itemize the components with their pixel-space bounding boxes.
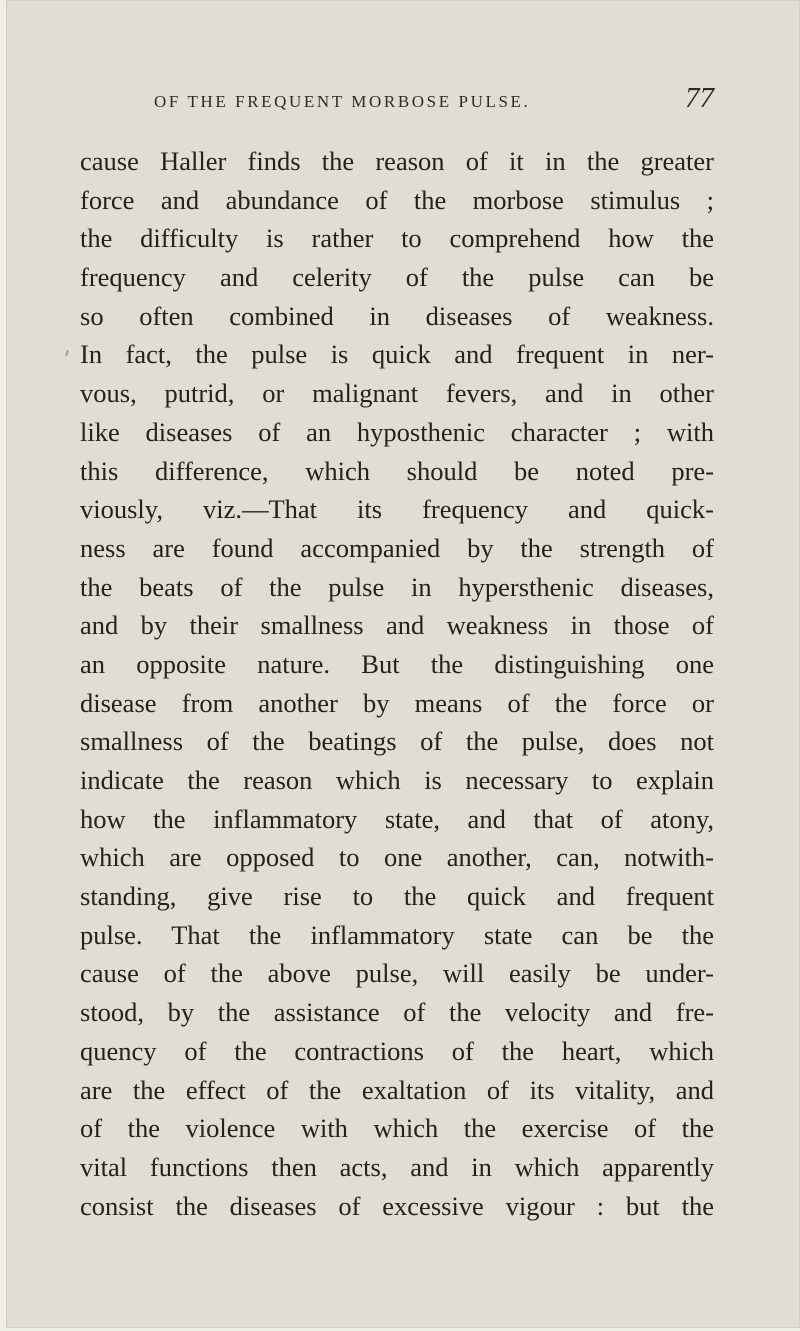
text-line: indicate the reason which is necessary to explain [80, 765, 714, 795]
text-line: In fact, the pulse is quick and frequent in ner- [80, 339, 714, 370]
text-line: vous, putrid, or malignant fevers, and in other [80, 378, 714, 409]
text-line: vital functions then acts, and in which apparently [80, 1151, 714, 1182]
text-line: standing, give rise to the quick and frequent [80, 881, 714, 912]
book-page [6, 0, 800, 1328]
margin-mark [65, 350, 69, 356]
text-line: cause Haller finds the reason of it in the greater [80, 146, 714, 176]
text-line: viously, viz.—That its frequency and quick- [80, 494, 714, 525]
body-text [80, 142, 714, 1225]
text-line: of the violence with which the exercise of the [80, 1113, 714, 1144]
text-line: how the inflammatory state, and that of atony, [80, 803, 714, 834]
page-number: 77 [685, 82, 714, 114]
text-line: and by their smallness and weakness in those of [80, 610, 714, 641]
text-line: so often combined in diseases of weakness. [80, 300, 714, 331]
running-head [80, 84, 714, 120]
text-line: like diseases of an hyposthenic character ; with [80, 416, 714, 447]
text-line: ness are found accompanied by the strength of [80, 532, 714, 563]
running-title: OF THE FREQUENT MORBOSE PULSE. [154, 92, 531, 111]
text-line: which are opposed to one another, can, notwith- [80, 842, 714, 873]
text-line: this difference, which should be noted pre- [80, 455, 714, 486]
text-line: quency of the contractions of the heart, which [80, 1035, 714, 1066]
text-line: are the effect of the exaltation of its vitality, and [80, 1074, 714, 1105]
text-line: force and abundance of the morbose stimulus ; [80, 184, 714, 215]
text-line: frequency and celerity of the pulse can be [80, 262, 714, 293]
text-line: stood, by the assistance of the velocity and fre- [80, 997, 714, 1028]
text-line: smallness of the beatings of the pulse, does not [80, 726, 714, 757]
text-line: disease from another by means of the force or [80, 687, 714, 718]
text-line: the beats of the pulse in hypersthenic diseases, [80, 571, 714, 602]
text-line: cause of the above pulse, will easily be under- [80, 958, 714, 989]
text-line: pulse. That the inflammatory state can be the [80, 919, 714, 950]
text-line: consist the diseases of excessive vigour : but the [80, 1190, 714, 1221]
text-line: the difficulty is rather to comprehend how the [80, 223, 714, 254]
text-line: an opposite nature. But the distinguishing one [80, 648, 714, 679]
